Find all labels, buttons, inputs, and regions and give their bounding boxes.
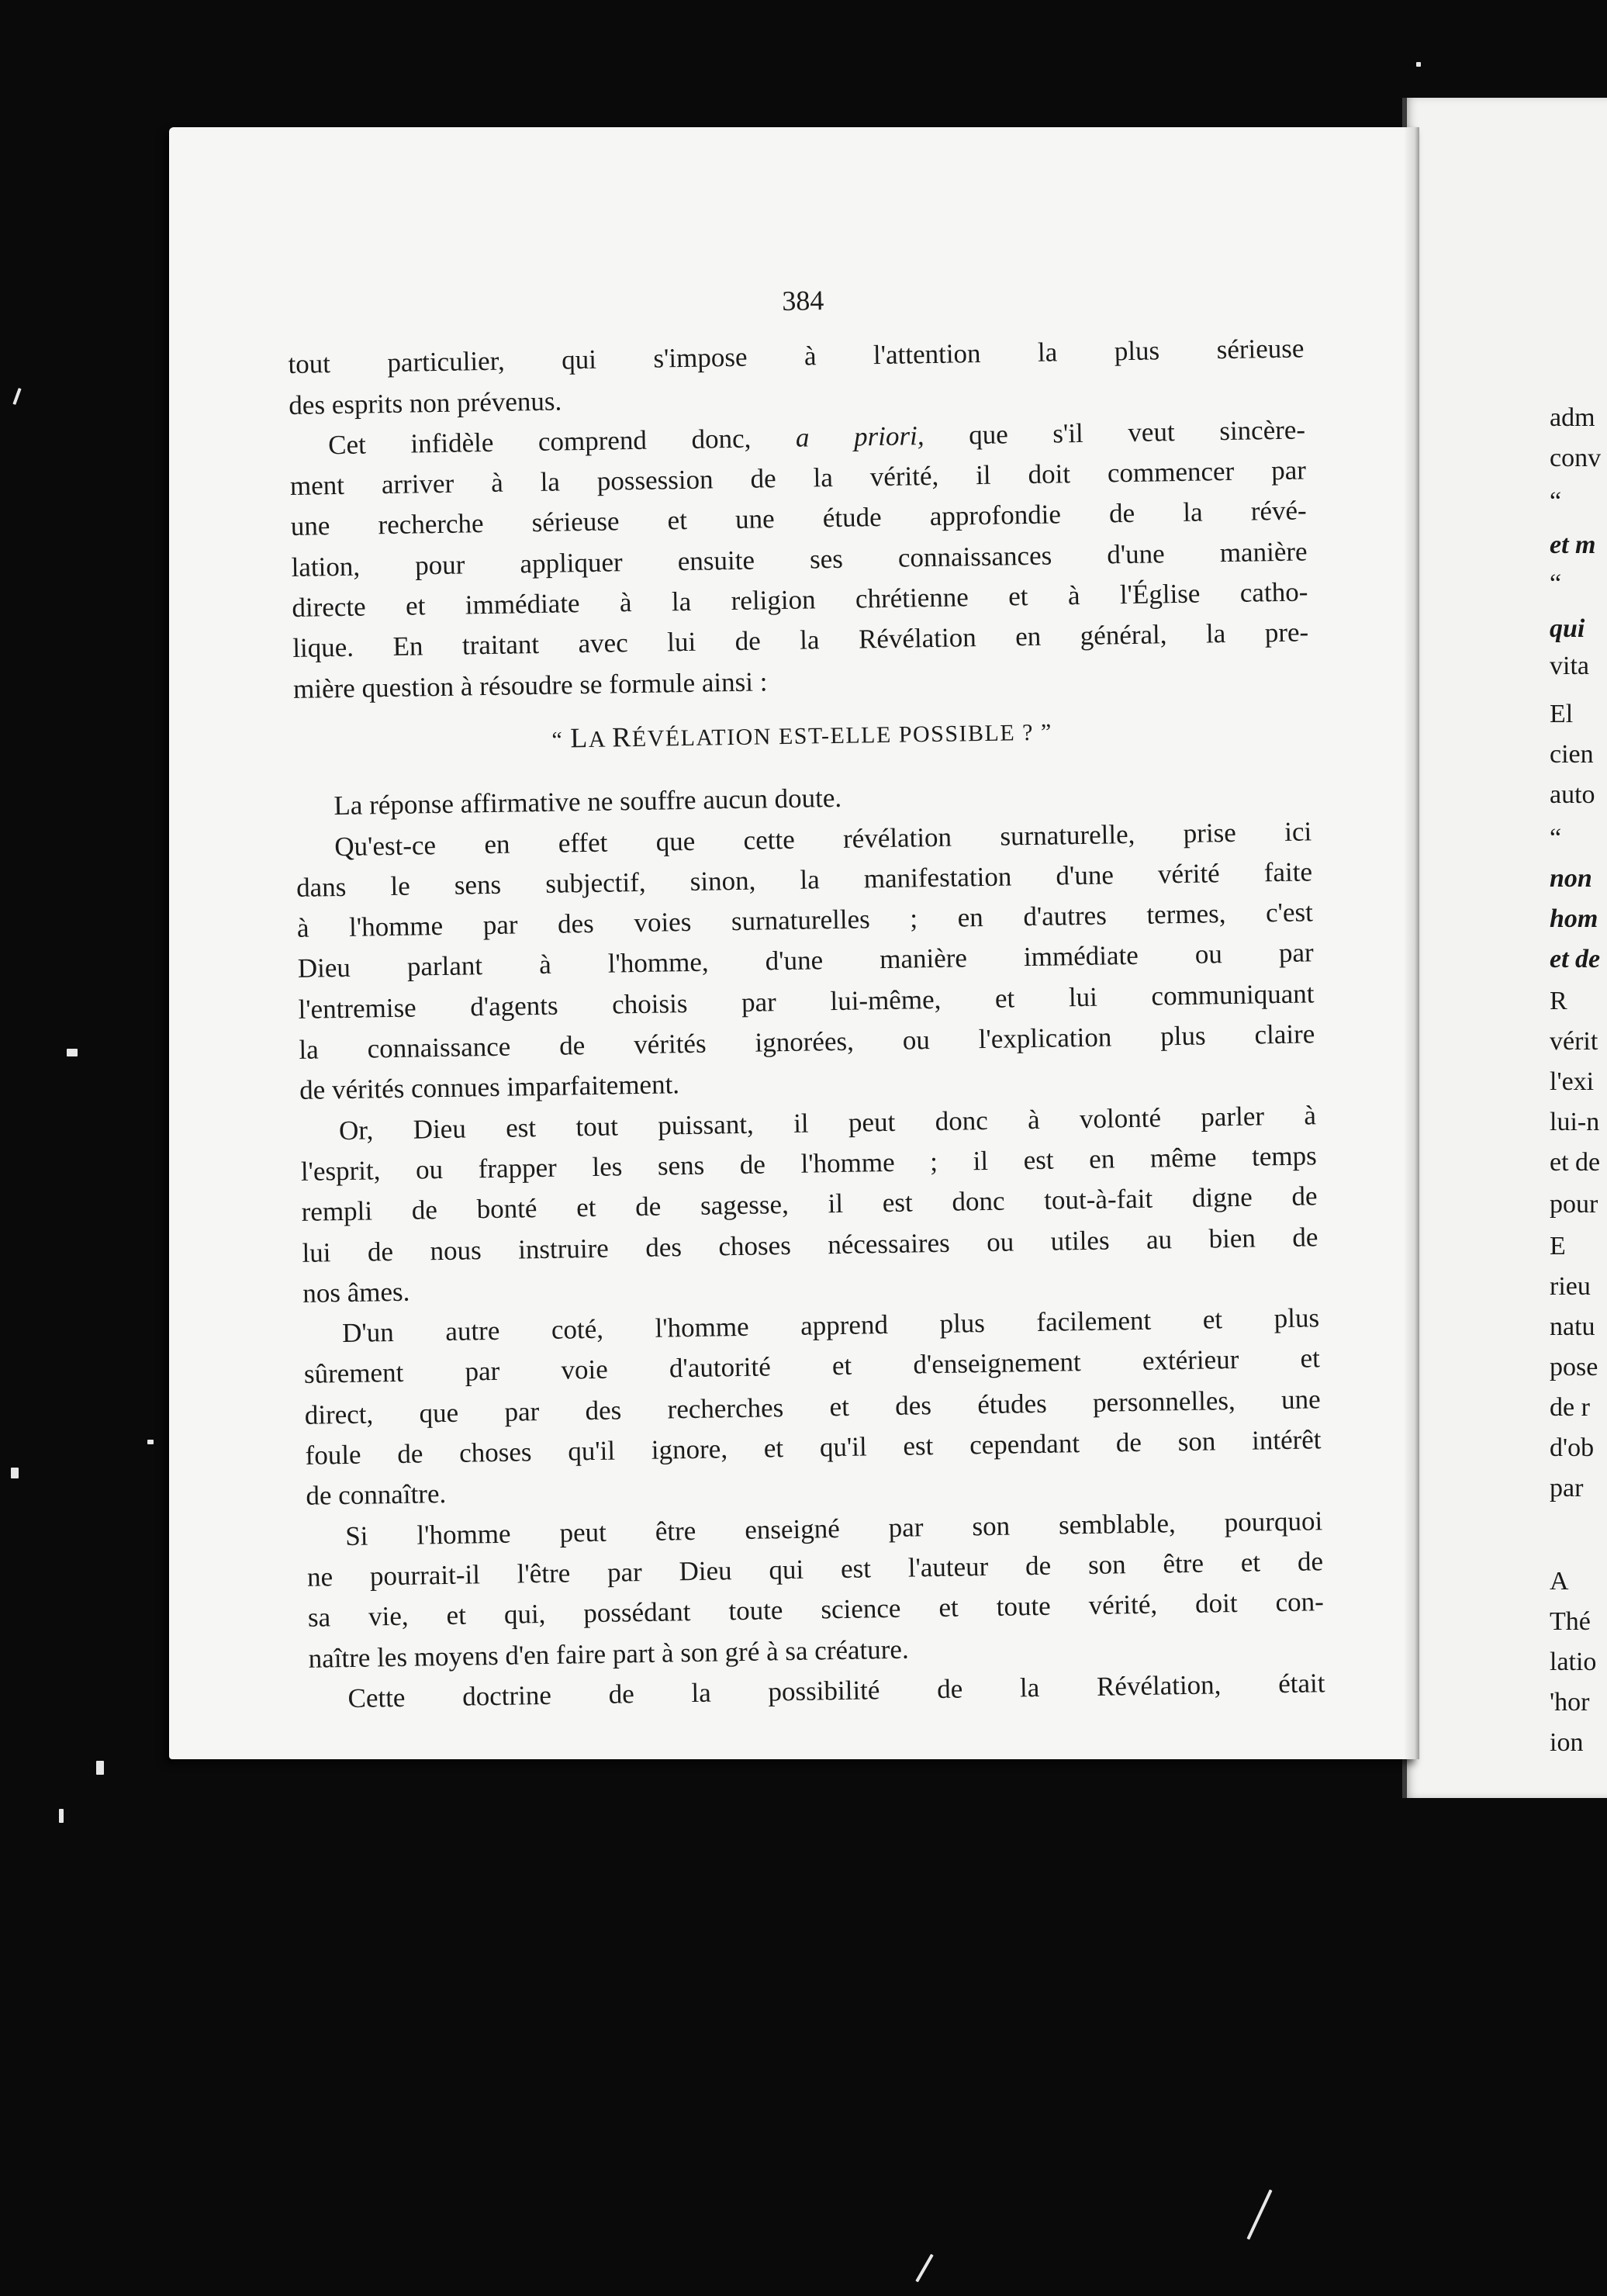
film-speck [12, 388, 21, 405]
text-line: Or, Dieu est tout puissant, il peut donc à volonté parler à [338, 1099, 1317, 1146]
text-line: à l'homme par des voies surnaturelles ; en d'autres termes, c'est [296, 897, 1314, 944]
heading-small: A [588, 726, 613, 752]
text-line: tout particulier, qui s'impose à l'attention la plus sérieuse [288, 333, 1305, 380]
heading-cap: R [611, 721, 633, 753]
facing-page-fragment: adm [1550, 403, 1595, 432]
facing-page-fragment: ion [1550, 1728, 1584, 1757]
text-line: ment arriver à la possession de la vérité, il doit commencer par [289, 455, 1307, 502]
facing-page-fragment: natu [1550, 1312, 1595, 1341]
page-number: 384 [782, 285, 824, 316]
facing-page-fragment: par [1550, 1474, 1584, 1502]
text-line: l'esprit, ou frapper les sens de l'homme ; il est en même temps [300, 1140, 1318, 1187]
facing-page-fragment: El [1550, 700, 1574, 728]
facing-page-fragment: conv [1550, 444, 1602, 472]
film-speck [67, 1049, 78, 1056]
facing-page [1402, 98, 1607, 1798]
film-speck [11, 1468, 19, 1478]
facing-page-fragment: et de [1550, 1148, 1601, 1177]
film-speck [59, 1809, 64, 1823]
text-line: mière question à résoudre se formule ainsi : [292, 666, 768, 704]
facing-page-fragment: vérit [1550, 1027, 1598, 1056]
film-speck [147, 1440, 154, 1444]
film-speck [915, 2254, 933, 2283]
text-line: Si l'homme peut être enseigné par son semblable, pourquoi [344, 1505, 1323, 1551]
text-line: La réponse affirmative ne souffre aucun doute. [333, 783, 842, 821]
text-line: Dieu parlant à l'homme, d'une manière immédiate ou par [297, 937, 1314, 984]
facing-page-fragment: pour [1550, 1190, 1598, 1219]
text-line: une recherche sérieuse et une étude approfondie de la révé- [290, 495, 1307, 542]
facing-page-fragment: et m [1550, 531, 1596, 559]
facing-page-fragment: auto [1550, 780, 1595, 809]
facing-page-fragment: vita [1550, 652, 1589, 680]
heading-quote: “ [551, 727, 571, 753]
film-speck [96, 1761, 104, 1775]
facing-page-fragment: “ [1550, 824, 1562, 852]
text-line: lui de nous instruire des choses nécessaires ou utiles au bien de [302, 1221, 1318, 1268]
text-line: sa vie, et qui, possédant toute science et toute vérité, doit con- [307, 1586, 1325, 1633]
page-text [287, 272, 1325, 1719]
film-speck [1416, 62, 1421, 67]
facing-page-fragment: E [1550, 1232, 1566, 1260]
text-line: directe et immédiate à la religion chrétienne et à l'Église catho- [292, 576, 1308, 624]
facing-page-fragment: d'ob [1550, 1433, 1595, 1462]
text-line: direct, que par des recherches et des études personnelles, une [304, 1383, 1321, 1430]
facing-page-fragment: “ [1550, 487, 1562, 516]
text-line: lation, pour appliquer ensuite ses connaissances d'une manière [291, 536, 1308, 583]
facing-page-fragment: R [1550, 987, 1567, 1015]
facing-page-fragment: non [1550, 864, 1592, 893]
text-line: l'entremise d'agents choisis par lui-même, et lui communiquant [298, 978, 1315, 1025]
text-line: la connaissance de vérités ignorées, ou l'explication plus claire [299, 1018, 1315, 1065]
text-line: foule de choses qu'il ignore, et qu'il est cependant de son intérêt [305, 1424, 1322, 1471]
section-heading [294, 706, 1311, 765]
text-line: Qu'est-ce en effet que cette révélation surnaturelle, prise ici [333, 815, 1312, 862]
text-line: ne pourrait-il l'être par Dieu qui est l'auteur de son être et de [306, 1546, 1324, 1592]
text-line: D'un autre coté, l'homme apprend plus facilement et plus [341, 1302, 1320, 1349]
heading-cap: L [569, 721, 589, 754]
text-line: rempli de bonté et de sagesse, il est donc tout-à-fait digne de [301, 1181, 1318, 1228]
page-edge [1404, 127, 1419, 1759]
facing-page-fragment: de r [1550, 1393, 1590, 1422]
facing-page-fragment: 'hor [1550, 1688, 1590, 1717]
text-line: dans le sens subjectif, sinon, la manifestation d'une vérité faite [295, 856, 1313, 903]
facing-page-fragment: l'exi [1550, 1067, 1595, 1096]
facing-page-fragment: lui-n [1550, 1108, 1600, 1136]
text-line: lique. En traitant avec lui de la Révélation en général, la pre- [292, 617, 1309, 664]
text-run: que s'il veut sincère- [924, 414, 1306, 451]
text-line: Cette doctrine de la possibilité de la Révélation, était [347, 1667, 1325, 1713]
text-line: de connaître. [306, 1478, 447, 1512]
facing-page-fragment: latio [1550, 1648, 1597, 1676]
facing-page-fragment: qui [1550, 614, 1585, 643]
film-speck [1246, 2189, 1272, 2239]
facing-page-fragment: “ [1550, 569, 1562, 598]
facing-page-fragment: hom [1550, 904, 1598, 933]
text-line: des esprits non prévenus. [289, 386, 562, 420]
facing-page-fragment: rieu [1550, 1272, 1591, 1301]
text-line: sûrement par voie d'autorité et d'enseignement extérieur et [303, 1343, 1321, 1390]
text-line: naître les moyens d'en faire part à son gré à sa créature. [308, 1634, 909, 1674]
text-line: nos âmes. [302, 1276, 410, 1309]
text-run: Cet infidèle comprend donc, [327, 422, 797, 461]
text-line: de vérités connues imparfaitement. [299, 1069, 680, 1106]
facing-page-fragment: pose [1550, 1353, 1598, 1381]
body-paragraphs [295, 771, 1325, 1720]
facing-page-fragment: Thé [1550, 1607, 1591, 1636]
italic-run: a priori, [795, 420, 924, 453]
heading-small: ÉVÉLATION EST-ELLE POSSIBLE ? ” [631, 719, 1053, 752]
facing-page-fragment: et de [1550, 945, 1601, 973]
facing-page-fragment: A [1550, 1567, 1569, 1596]
facing-page-fragment: cien [1550, 740, 1594, 769]
